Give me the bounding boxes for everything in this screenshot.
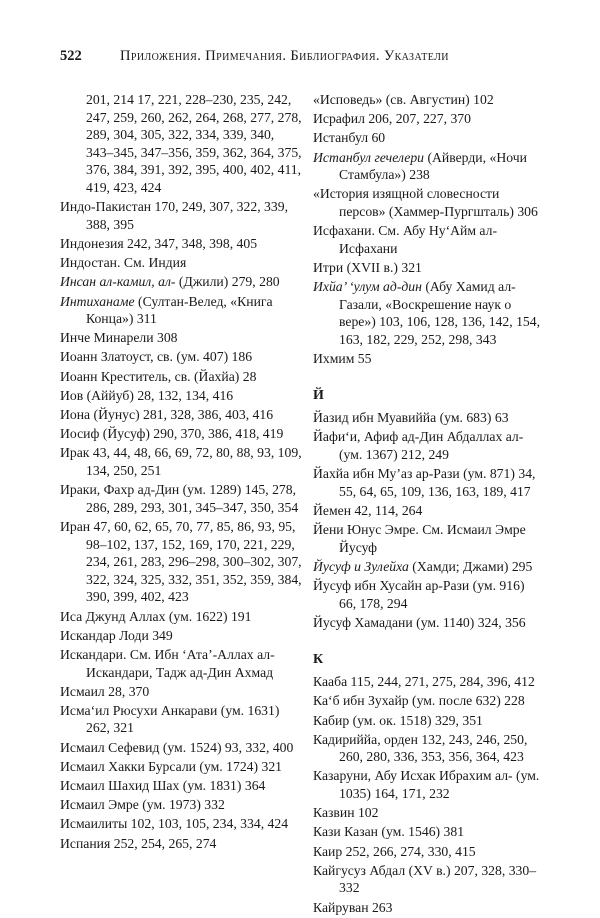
index-entry [60,235,303,253]
index-entry [313,465,541,500]
page-number: 522 [60,48,82,64]
index-entry-text: (Джили) 279, 280 [175,274,280,290]
index-entry-text: Йахйа ибн Му’аз ар-Рази (ум. 871) 34, 55, 64, 65, 109, 136, 163, 189, 417 [313,466,536,499]
index-entry-text: Кази Казан (ум. 1546) 381 [313,824,465,840]
index-entry-text: (Айверди, «Ночи Стамбула») 238 [339,149,527,183]
index-entry [313,91,541,109]
index-entry [313,673,541,691]
index-entry [60,608,303,626]
index-entry [313,823,541,841]
index-entry-text: Кайгусуз Абдал (XV в.) 207, 328, 330–332 [313,862,537,896]
index-entries-y [313,409,541,631]
index-entry [313,692,541,710]
index-entry-text: Кабир (ум. ок. 1518) 329, 351 [313,712,483,728]
index-entry [313,502,541,520]
index-entry [60,815,303,833]
index-entry-text: Кадириййа, орден 132, 243, 246, 250, 260, 280, 336, 353, 356, 364, 423 [313,731,528,765]
index-entry-text: Каир 252, 266, 274, 330, 415 [313,843,476,859]
index-entry [60,627,303,645]
index-entry-text: Исма‘ил Рюсухи Анкарави (ум. 1631) 262, 321 [60,702,280,736]
index-entry [60,481,303,516]
index-entry-text: (Хамди; Джами) 295 [408,558,533,574]
index-entry [60,796,303,814]
index-entry-text: Исмаил Эмре (ум. 1973) 332 [60,797,225,813]
index-entry-text: Ирак 43, 44, 48, 66, 69, 72, 80, 88, 93, 109, 134, 250, 251 [60,445,302,478]
index-entry [313,712,541,730]
index-entry-text: Ка‘б ибн Зухайр (ум. после 632) 228 [313,693,525,709]
index-entry [313,731,541,766]
index-entry [313,222,541,257]
index-entry [313,767,541,802]
index-entry-text: Казвин 102 [313,805,379,821]
index-entry [60,348,303,366]
index-entry-text: Истанбул 60 [313,130,386,146]
index-entry [313,577,541,612]
section-letter-y: Й [313,387,324,403]
index-entry [313,278,541,348]
index-entry [313,185,541,220]
index-entry [313,428,541,463]
index-entry-text: Иоанн Креститель, св. (Йахйа) 28 [60,368,257,384]
index-entry-text: Искандар Лоди 349 [60,627,173,643]
index-entry-text: Исмаил Хакки Бурсали (ум. 1724) 321 [60,758,283,774]
index-entry-text: Итри (XVII в.) 321 [313,259,422,275]
index-entry-text: Йусуф ибн Хусайн ар-Рази (ум. 916) 66, 178, 294 [313,578,525,611]
index-entry-title: Истанбул гечелери [313,149,425,165]
index-entry-text: (Султан-Велед, «Книга Конца») 311 [86,293,273,327]
index-entry [60,329,303,347]
index-entry-text: Йафи‘и, Афиф ад-Дин Абдаллах ал- (ум. 1367) 212, 249 [313,429,524,463]
index-entry [60,293,303,328]
index-entry-text: Индо-Пакистан 170, 249, 307, 322, 339, 388, 395 [60,199,289,232]
index-entry [60,646,303,681]
index-entry [60,518,303,606]
index-column-right [313,91,541,918]
index-entry [313,259,541,277]
index-entry [313,149,541,184]
index-entry-text: Кайруван 263 [313,899,393,915]
page-header [60,48,540,68]
index-entry-text: Иса Джунд Аллах (ум. 1622) 191 [60,608,252,624]
index-entry-title: Инсан ал-камил, ал- [60,274,176,290]
section-letter-k: К [313,651,324,667]
index-entry [313,350,541,368]
index-entry-text: Ираки, Фахр ад-Дин (ум. 1289) 145, 278, 286, 289, 293, 301, 345–347, 350, 354 [60,482,299,515]
index-entry-text: Индостан. См. Индия [60,255,187,271]
index-entry [313,804,541,822]
index-entry-text: Ихмим 55 [313,351,372,367]
index-entry-text: Иона (Йунус) 281, 328, 386, 403, 416 [60,407,274,423]
index-entry-text: «Исповедь» (св. Августин) 102 [313,92,494,107]
index-entry [60,406,303,424]
index-entry [60,91,303,197]
index-entry-text: Иосиф (Йусуф) 290, 370, 386, 418, 419 [60,426,284,442]
index-entry-text: 201, 214 17, 221, 228–230, 235, 242, 247, 259, 260, 262, 264, 268, 277, 278, 289, 304, 305, 322, 334, 339, 340, 343–345, 347–356, 359, 362, 364, 375, 376, 384, 391, 392, 395, 400, 402, 411, 419, 423, 424 [86,92,302,195]
index-entry [313,521,541,556]
index-entries-k [313,673,541,916]
index-entry-text: Кааба 115, 244, 271, 275, 284, 396, 412 [313,674,535,690]
index-entry [313,558,541,576]
index-entry [60,444,303,479]
index-entry-text: Искандари. См. Ибн ‘Ата’-Аллах ал-Искандари, Тадж ад-Дин Ахмад [60,646,275,680]
index-entry [60,758,303,776]
index-entry-text: Йазид ибн Муавиййа (ум. 683) 63 [313,410,509,426]
index-entry [313,899,541,917]
index-entries-i-continued [313,91,541,368]
index-entry [60,273,303,291]
index-entry [313,614,541,632]
index-entry-text: Иоанн Златоуст, св. (ум. 407) 186 [60,349,253,365]
index-entry-text: Исмаилиты 102, 103, 105, 234, 334, 424 [60,816,289,832]
index-entry [313,843,541,861]
index-entry-text: Йемен 42, 114, 264 [313,503,423,518]
index-entry [60,777,303,795]
index-entry-text: «История изящной словесности персов» (Хаммер-Пургшталь) 306 [313,186,538,219]
index-entry-text: Йусуф Хамадани (ум. 1140) 324, 356 [313,614,526,630]
index-entry [60,387,303,405]
index-entry-text: Иов (Аййуб) 28, 132, 134, 416 [60,387,234,403]
index-entry [60,425,303,443]
index-entry-text: Инче Минарели 308 [60,330,178,346]
index-entry-text: Испания 252, 254, 265, 274 [60,835,217,851]
index-entry-text: Исфахани. См. Абу Ну‘Айм ал-Исфахани [313,223,497,256]
index-entry-text: Казаруни, Абу Исхак Ибрахим ал- (ум. 1035) 164, 171, 232 [313,768,540,802]
index-entry-text: (Абу Хамид ал-Газали, «Воскрешение наук о вере») 103, 106, 128, 136, 142, 154, 163, 182, 229, 252, 298, 343 [339,279,541,347]
index-entry [60,368,303,386]
index-entry-title: Ихйа’ ‘улум ад-дин [313,279,422,295]
index-entry-text: Йени Юнус Эмре. См. Исмаил Эмре Йусуф [313,522,526,555]
index-entry [60,702,303,737]
index-entry [60,835,303,853]
index-entry-text: Индонезия 242, 347, 348, 398, 405 [60,235,258,251]
running-title: Приложения. Примечания. Библиография. Указатели [120,48,449,64]
index-entry [60,198,303,233]
index-entry-text: Исмаил 28, 370 [60,683,150,699]
index-entry-text: Исрафил 206, 207, 227, 370 [313,111,471,127]
index-entry [313,110,541,128]
index-column-left [60,91,303,854]
index-entry [313,409,541,427]
index-entry-text: Иран 47, 60, 62, 65, 70, 77, 85, 86, 93, 95, 98–102, 137, 152, 169, 170, 221, 229, 234, 261, 283, 296–298, 300–302, 307, 322, 324, 325, 332, 351, 352, 359, 384, 390, 399, 402, 423 [60,518,302,605]
index-entry [60,254,303,272]
index-entry [313,862,541,897]
index-entry-title: Йусуф и Зулейха [313,558,409,574]
index-entry-title: Интиханаме [60,293,135,309]
index-entry-text: Исмаил Шахид Шах (ум. 1831) 364 [60,778,266,794]
index-entry-text: Исмаил Сефевид (ум. 1524) 93, 332, 400 [60,739,294,755]
index-entry [313,129,541,147]
index-entry [60,683,303,701]
index-entry [60,739,303,757]
